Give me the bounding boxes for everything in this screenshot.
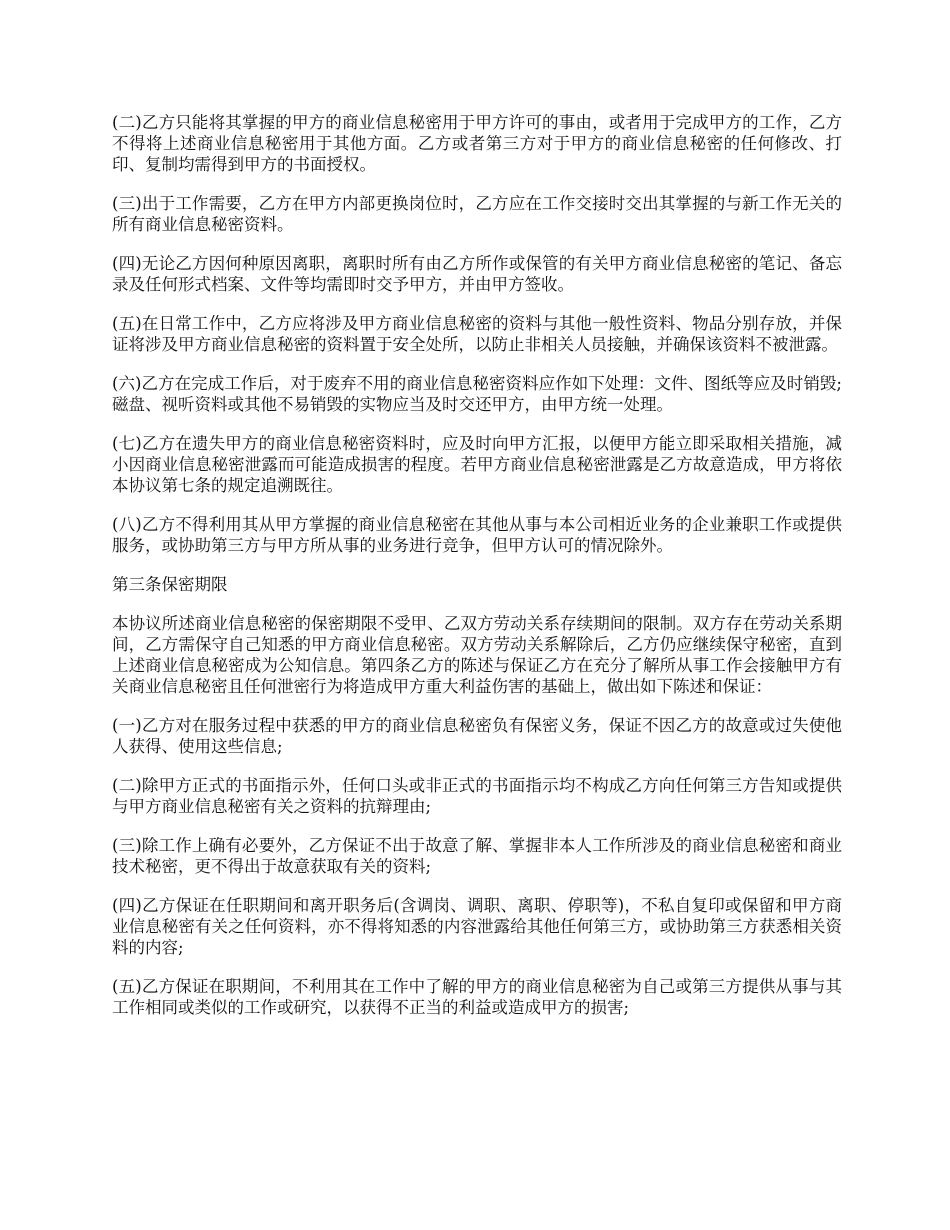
paragraph-clause-2-5: (五)在日常工作中，乙方应将涉及甲方商业信息秘密的资料与其他一般性资料、物品分别存放，并保证将涉及甲方商业信息秘密的资料置于安全处所，以防止非相关人员接触，并确保该资料不被泄露。 [112, 314, 842, 354]
paragraph-confidentiality-period: 本协议所述商业信息秘密的保密期限不受甲、乙双方劳动关系存续期间的限制。双方存在劳动关系期间，乙方需保守自己知悉的甲方商业信息秘密。双方劳动关系解除后，乙方仍应继续保守秘密，直到上述商业信息秘密成为公知信息。第四条乙方的陈述与保证乙方在充分了解所从事工作会接触甲方有关商业信息秘密且任何泄密行为将造成甲方重大利益伤害的基础上，做出如下陈述和保证： [112, 614, 842, 696]
paragraph-clause-4-5: (五)乙方保证在职期间，不利用其在工作中了解的甲方的商业信息秘密为自己或第三方提供从事与其工作相同或类似的工作或研究，以获得不正当的利益或造成甲方的损害; [112, 977, 842, 1017]
paragraph-clause-2-4: (四)无论乙方因何种原因离职，离职时所有由乙方所作或保管的有关甲方商业信息秘密的笔记、备忘录及任何形式档案、文件等均需即时交予甲方，并由甲方签收。 [112, 254, 842, 294]
paragraph-clause-4-3: (三)除工作上确有必要外，乙方保证不出于故意了解、掌握非本人工作所涉及的商业信息秘密和商业技术秘密，更不得出于故意获取有关的资料; [112, 836, 842, 876]
paragraph-clause-4-4: (四)乙方保证在任职期间和离开职务后(含调岗、调职、离职、停职等)，不私自复印或保留和甲方商业信息秘密有关之任何资料，亦不得将知悉的内容泄露给其他任何第三方，或协助第三方获悉相关资料的内容; [112, 896, 842, 957]
paragraph-clause-4-1: (一)乙方对在服务过程中获悉的甲方的商业信息秘密负有保密义务，保证不因乙方的故意或过失使他人获得、使用这些信息; [112, 716, 842, 756]
document-page [112, 112, 842, 1036]
section-heading-article-3: 第三条保密期限 [112, 575, 228, 594]
paragraph-clause-2-7: (七)乙方在遗失甲方的商业信息秘密资料时，应及时向甲方汇报，以便甲方能立即采取相关措施，减小因商业信息秘密泄露而可能造成损害的程度。若甲方商业信息秘密泄露是乙方故意造成，甲方将依本协议第七条的规定追溯既往。 [112, 434, 842, 495]
paragraph-clause-2-3: (三)出于工作需要，乙方在甲方内部更换岗位时，乙方应在工作交接时交出其掌握的与新工作无关的所有商业信息秘密资料。 [112, 194, 842, 234]
paragraph-clause-2-2: (二)乙方只能将其掌握的甲方的商业信息秘密用于甲方许可的事由，或者用于完成甲方的工作，乙方不得将上述商业信息秘密用于其他方面。乙方或者第三方对于甲方的商业信息秘密的任何修改、打印、复制均需得到甲方的书面授权。 [112, 113, 842, 174]
paragraph-clause-2-6: (六)乙方在完成工作后，对于废弃不用的商业信息秘密资料应作如下处理：文件、图纸等应及时销毁;磁盘、视听资料或其他不易销毁的实物应当及时交还甲方，由甲方统一处理。 [112, 374, 842, 414]
paragraph-clause-2-8: (八)乙方不得利用其从甲方掌握的商业信息秘密在其他从事与本公司相近业务的企业兼职工作或提供服务，或协助第三方与甲方所从事的业务进行竞争，但甲方认可的情况除外。 [112, 515, 842, 555]
paragraph-clause-4-2: (二)除甲方正式的书面指示外，任何口头或非正式的书面指示均不构成乙方向任何第三方告知或提供与甲方商业信息秘密有关之资料的抗辩理由; [112, 776, 842, 816]
